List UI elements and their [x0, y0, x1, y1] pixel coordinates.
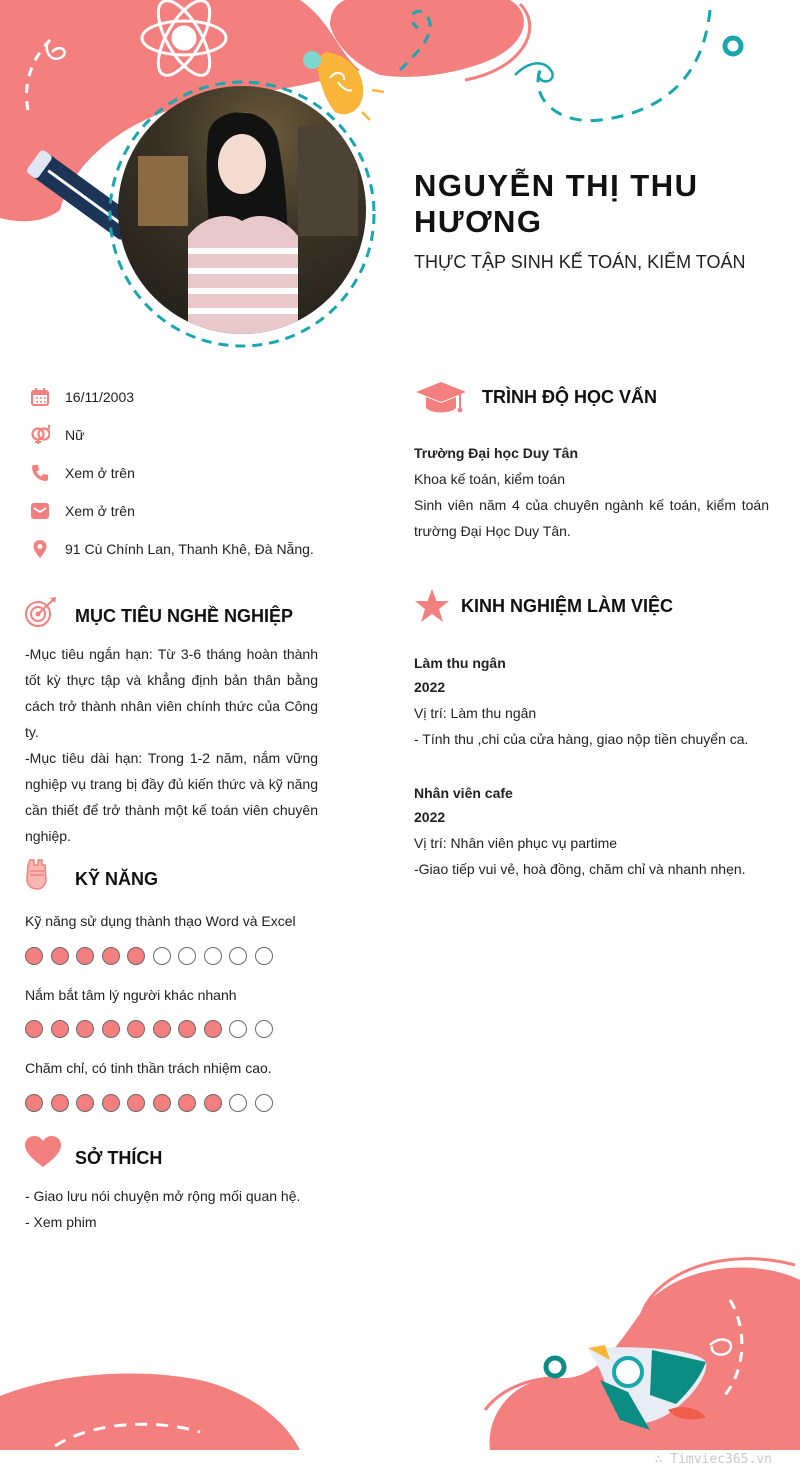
education-title: TRÌNH ĐỘ HỌC VẤN — [482, 387, 657, 407]
gender-icon — [30, 425, 50, 445]
experience-year: 2022 — [414, 809, 446, 825]
rating-dot-filled — [204, 1020, 222, 1038]
experience-title: KINH NGHIỆM LÀM VIỆC — [461, 596, 674, 616]
rating-dot-filled — [153, 1094, 171, 1112]
experience-position: Vị trí: Nhân viên phục vụ partime — [414, 835, 618, 851]
major: Khoa kế toán, kiểm toán — [414, 471, 565, 487]
full-name: NGUYỄN THỊ THU HƯƠNG — [414, 168, 699, 239]
rating-dot-filled — [178, 1020, 196, 1038]
contact-email: Xem ở trên — [30, 499, 135, 523]
calendar-icon — [30, 387, 50, 407]
contact-birthday: 16/11/2003 — [30, 385, 134, 409]
rating-dot-filled — [127, 1020, 145, 1038]
email-icon — [30, 501, 50, 521]
school-name: Trường Đại học Duy Tân — [414, 445, 578, 461]
experience-year: 2022 — [414, 679, 446, 695]
rating-dot-filled — [178, 1094, 196, 1112]
rating-dot-filled — [51, 1094, 69, 1112]
rating-dot-filled — [102, 1020, 120, 1038]
rating-dot-filled — [204, 1094, 222, 1112]
rating-dot-empty — [229, 1020, 247, 1038]
skills-title: KỸ NĂNG — [75, 869, 159, 889]
rating-dot-filled — [127, 1094, 145, 1112]
rating-dot-empty — [204, 947, 222, 965]
skill-rating — [25, 1020, 273, 1038]
rating-dot-filled — [76, 947, 94, 965]
rating-dot-filled — [51, 947, 69, 965]
skill-name: Kỹ năng sử dụng thành thạo Word và Excel — [25, 913, 296, 929]
education-description: Sinh viên năm 4 của chuyên ngành kế toán, kiểm toán trường Đại Học Duy Tân. — [414, 497, 769, 539]
rating-dot-filled — [25, 1020, 43, 1038]
skill-name: Chăm chỉ, có tinh thần trách nhiệm cao. — [25, 1060, 272, 1076]
hobbies-title: SỞ THÍCH — [75, 1148, 163, 1168]
contact-gender: Nữ — [30, 423, 84, 447]
rating-dot-empty — [153, 947, 171, 965]
star-icon — [414, 588, 450, 624]
skill-name: Nắm bắt tâm lý người khác nhanh — [25, 987, 237, 1003]
rating-dot-filled — [153, 1020, 171, 1038]
experience-company: Nhân viên cafe — [414, 785, 513, 801]
rating-dot-empty — [255, 947, 273, 965]
experience-company: Làm thu ngân — [414, 655, 506, 671]
contact-address: 91 Cù Chính Lan, Thanh Khê, Đà Nẵng. — [30, 537, 314, 561]
hobby-item: - Xem phim — [25, 1214, 97, 1230]
rating-dot-filled — [51, 1020, 69, 1038]
objective-text: -Mục tiêu ngắn hạn: Từ 3-6 tháng hoàn thành tốt kỳ thực tập và khẳng định bản thân bằng cách trở thành nhân viên chính thức của Công ty. -Mục tiêu dài hạn: Trong 1-2 năm, nắm vững nghiệp vụ trang bị đầy đủ kiến thức và kỹ năng cần thiết để trở thành một kế toán viên chuyên nghiệp. — [25, 646, 318, 844]
profile-photo — [118, 86, 366, 334]
fist-icon — [24, 857, 50, 891]
rating-dot-filled — [102, 1094, 120, 1112]
graduation-cap-icon — [414, 380, 468, 416]
hobby-item: - Giao lưu nói chuyện mở rộng mối quan hệ. — [25, 1188, 301, 1204]
rating-dot-empty — [255, 1094, 273, 1112]
objective-title: MỤC TIÊU NGHỀ NGHIỆP — [75, 606, 294, 626]
education-block — [414, 440, 769, 544]
experience-position: Vị trí: Làm thu ngân — [414, 705, 537, 721]
experience-description: -Giao tiếp vui vẻ, hoà đồng, chăm chỉ và nhanh nhẹn. — [414, 861, 746, 877]
heart-icon — [24, 1135, 62, 1169]
rating-dot-filled — [127, 947, 145, 965]
rating-dot-empty — [229, 947, 247, 965]
rating-dot-filled — [25, 947, 43, 965]
rating-dot-filled — [102, 947, 120, 965]
rating-dot-empty — [178, 947, 196, 965]
contact-phone: Xem ở trên — [30, 461, 135, 485]
watermark: ∴ Timviec365.vn — [654, 1452, 772, 1467]
experience-item — [414, 650, 784, 752]
rating-dot-filled — [25, 1094, 43, 1112]
portrait-image — [118, 86, 366, 334]
phone-icon — [30, 463, 50, 483]
job-title: THỰC TẬP SINH KẾ TOÁN, KIỂM TOÁN — [414, 252, 746, 272]
rating-dot-filled — [76, 1020, 94, 1038]
rating-dot-filled — [76, 1094, 94, 1112]
rating-dot-empty — [255, 1020, 273, 1038]
rating-dot-empty — [229, 1094, 247, 1112]
target-icon — [24, 596, 58, 630]
skill-rating — [25, 1094, 273, 1112]
skill-rating — [25, 947, 273, 965]
location-icon — [30, 539, 50, 559]
experience-description: - Tính thu ,chi của cửa hàng, giao nộp tiền chuyển ca. — [414, 731, 749, 747]
experience-item — [414, 780, 784, 882]
